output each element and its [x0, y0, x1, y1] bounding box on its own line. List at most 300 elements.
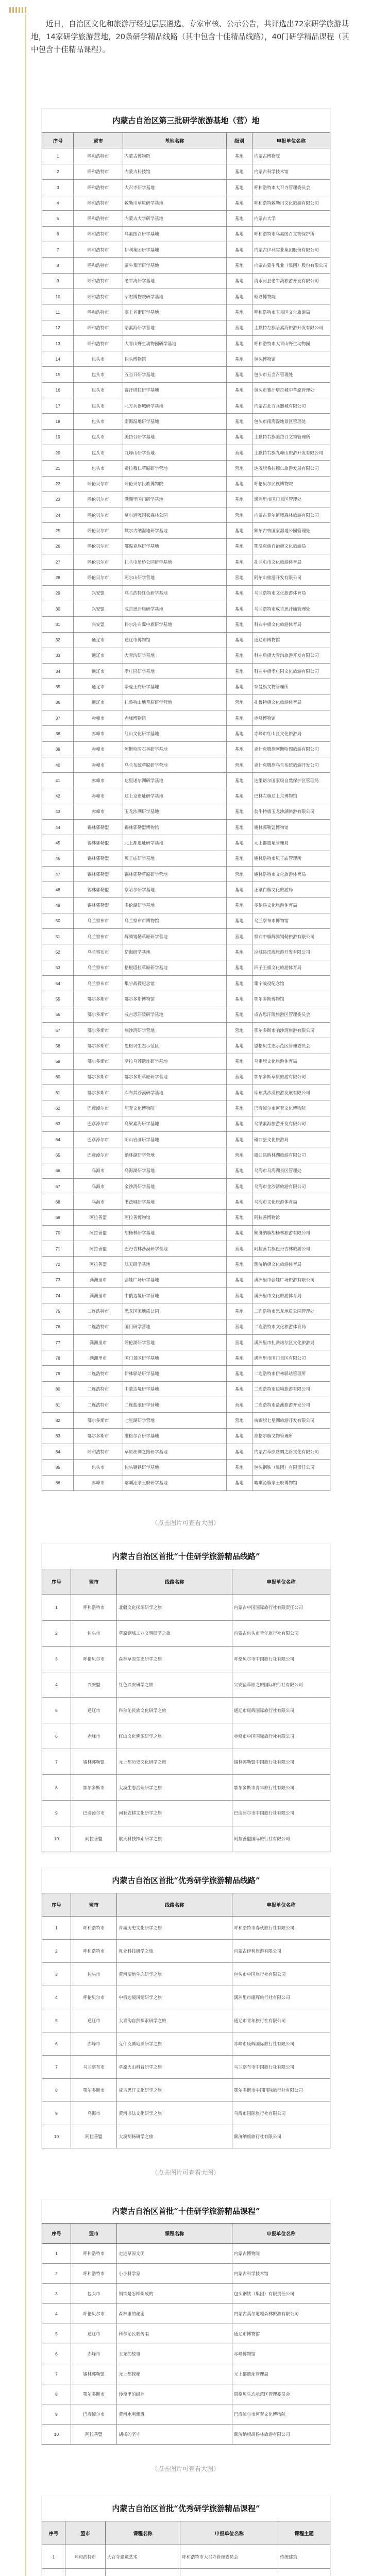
table-row	[42, 1100, 330, 1116]
table-cell: 81	[42, 1397, 74, 1413]
table-cell: 46	[42, 851, 74, 866]
table-row	[42, 523, 330, 538]
table-row	[42, 897, 330, 913]
table-row	[42, 1801, 330, 1826]
table-cell: 呼伦贝尔市	[74, 507, 123, 523]
table-cell: 国门研学营地	[123, 1319, 226, 1334]
table-cell: 元上都遗址管理局	[252, 835, 330, 851]
column-header: 课程主题	[278, 2521, 330, 2545]
table-cell: 蒙牛集团研学基地	[123, 258, 226, 273]
table-cell: 清水河县老牛湾旅游开发有限公司	[252, 273, 330, 289]
table-cell: 包头市	[74, 367, 123, 382]
table-row	[42, 960, 330, 975]
table-cell: 鄂尔多斯市	[71, 2384, 116, 2404]
table-cell: 二连浩特市	[74, 1303, 123, 1319]
table-row	[42, 585, 330, 601]
table-cell: 满洲里市	[74, 1350, 123, 1366]
table-cell: 钢铁是怎样炼成的	[117, 2284, 232, 2304]
table-cell: 科左中旗孝庄园文化旅游有限公司	[252, 664, 330, 679]
table-row	[42, 1413, 330, 1428]
table-row	[42, 1054, 330, 1069]
table-cell: 阿拉善盟	[74, 1241, 123, 1257]
table-cell: 基地	[226, 1303, 252, 1319]
table-cell: 阿拉善盟	[74, 1257, 123, 1272]
table-cell: 35	[42, 679, 74, 694]
table-cell: 6	[42, 226, 74, 242]
table-cell: 34	[42, 664, 74, 679]
table-row	[42, 1132, 330, 1147]
table-cell: 森林草原生态研学之旅	[117, 1646, 232, 1672]
table-cell: 呼和浩特市玉泉区文化旅游局	[252, 304, 330, 320]
table-cell: 鄂温克族自治旗文化旅游局	[252, 538, 330, 554]
table-cell: 锡林浩特市文化旅游体育局	[252, 866, 330, 882]
table-cell: 基地	[226, 1194, 252, 1210]
table-cell: 86	[42, 1475, 74, 1490]
table-cell: 正镶白旗文化旅游局	[252, 882, 330, 897]
table-cell: 60	[42, 1069, 74, 1084]
table-row	[42, 1397, 330, 1413]
table-cell: 阿尔山旅游开发有限公司	[252, 570, 330, 585]
column-header: 盟市	[74, 133, 123, 148]
table-cell: 基地	[226, 1007, 252, 1022]
table-cell: 乌兰浩特红色研学基地	[123, 585, 226, 601]
table-cell: 基地	[226, 882, 252, 897]
table-cell: 呼伦贝尔市	[74, 570, 123, 585]
table-cell: 锡林郭勒盟	[74, 820, 123, 835]
table-cell: 集宁战役纪念馆	[252, 976, 330, 991]
table-cell: 扎兰屯吊桥公园研学基地	[123, 554, 226, 570]
table-row	[42, 976, 330, 991]
table-cell: 呼和浩特市春秋旅行社有限公司	[232, 1917, 330, 1940]
table-cell: 78	[42, 1350, 74, 1366]
table-cell: 赤峰市	[71, 2032, 116, 2056]
table-cell: 额尔古纳湿地研学基地	[123, 523, 226, 538]
column-header: 序号	[42, 2224, 71, 2244]
table-cell: 4	[42, 195, 74, 211]
table-cell: 内蒙古大学研学基地	[123, 211, 226, 226]
table-cell: 85	[42, 1460, 74, 1475]
table-cell: 乌梁素海旅游开发有限公司	[252, 1116, 330, 1131]
table-cell: 库布其沙漠研学基地	[123, 1085, 226, 1100]
column-header: 盟市	[71, 1569, 116, 1595]
table-cell: 79	[42, 1366, 74, 1381]
table-cell: 1	[42, 1917, 71, 1940]
table-cell: 翁牛特旗玉龙沙湖旅游有限公司	[252, 804, 330, 819]
table-cell: 7	[42, 242, 74, 258]
table-cell: 赤峰市	[74, 788, 123, 804]
column-header: 序号	[42, 1569, 71, 1595]
table-cell: 84	[42, 1444, 74, 1459]
table-cell: 南海湿地研学基地	[123, 414, 226, 429]
table-cell: 56	[42, 1007, 74, 1022]
table-cell: 基地	[226, 351, 252, 367]
table-cell: 基地	[226, 851, 252, 866]
table-cell: 昭君博物院	[252, 289, 330, 304]
table-cell: 元上都遗址管理局	[232, 2364, 330, 2384]
table-cell: 套娃广场研学基地	[123, 1272, 226, 1287]
table-cell: 大漠胡杨研学之旅	[117, 2125, 232, 2148]
table-cell: 基地	[226, 382, 252, 398]
table-cell: 呼伦贝尔市	[71, 1986, 116, 2009]
table-cell: 2	[42, 164, 74, 179]
table-cell: 62	[42, 1100, 74, 1116]
table-cell: 恐龙国家地质公园	[123, 1303, 226, 1319]
table-row	[42, 429, 330, 445]
table-cell: 基地	[226, 632, 252, 648]
table-row	[42, 632, 330, 648]
table-cell: 鄂尔多斯市	[74, 1022, 123, 1038]
column-header: 盟市	[71, 2224, 116, 2244]
table-cell: 塞上老街研学基地	[123, 304, 226, 320]
table-cell: 赤峰博物馆	[123, 710, 226, 725]
table-cell: 巴林左旗辽上京博物馆	[252, 788, 330, 804]
table-cell: 满洲里市	[74, 1287, 123, 1303]
table-cell: 赤峰市康辉国际旅行社有限公司	[232, 2032, 330, 2056]
table-cell: 内蒙古莫尔道嘎森林旅游有限公司	[232, 2304, 330, 2324]
table-title: 内蒙古自治区首批“优秀研学旅游精品线路”	[112, 1876, 260, 1885]
table-row	[42, 2009, 330, 2032]
table-cell: 内蒙古科技馆	[123, 164, 226, 179]
table-cell: 基地	[226, 960, 252, 975]
table-cell: 巴彦淖尔市	[74, 1147, 123, 1163]
table-cell: 基地	[226, 492, 252, 507]
table-cell: 基地	[226, 944, 252, 960]
table-cell: 营地	[226, 461, 252, 476]
table-cell: 45	[42, 835, 74, 851]
table-cell: 内蒙古莫尔道嘎森林旅游有限公司	[252, 507, 330, 523]
table-cell: 兴安盟	[74, 601, 123, 616]
table-cell: 北疆文化探源研学之旅	[117, 1595, 232, 1620]
table-cell: 土默特左旗哈素海旅游开发有限公司	[252, 320, 330, 335]
table-cell: 鄂尔多斯市	[74, 1413, 123, 1428]
table-cell: 红山文化研学基地	[123, 726, 226, 741]
table-row	[42, 1620, 330, 1646]
table-cell: 21	[42, 461, 74, 476]
table-cell: 鄂温克族研学基地	[123, 538, 226, 554]
table-cell: 锡林郭勒盟	[74, 882, 123, 897]
table-cell: 基地	[226, 1163, 252, 1178]
table-row	[42, 1775, 330, 1801]
table-cell: 达里诺尔湖研学基地	[123, 773, 226, 788]
table-row	[42, 882, 330, 897]
table-cell: 43	[42, 804, 74, 819]
table-cell: 营地	[226, 757, 252, 772]
table-cell: 基地	[226, 601, 252, 616]
table-cell: 基地	[226, 1116, 252, 1131]
table-cell: 兴安盟	[71, 1672, 116, 1698]
table-cell: 36	[42, 694, 74, 710]
table-cell: 乌海市乌海湖景区管理处	[252, 1163, 330, 1178]
table-cell: 扎兰屯市文化旅游体育局	[252, 554, 330, 570]
table-cell: 鄂尔多斯市响沙湾旅游有限公司	[252, 1022, 330, 1038]
table-row	[42, 944, 330, 960]
table-row	[42, 1917, 330, 1940]
table-cell: 鄂尔多斯市	[74, 1007, 123, 1022]
table-row	[42, 679, 330, 694]
table-row	[42, 2384, 330, 2404]
column-header: 申报单位名称	[252, 133, 330, 148]
table-cell: 呼和浩特市	[71, 1595, 116, 1620]
table-cell: 二连盐池研学营地	[123, 1397, 226, 1413]
table-row	[42, 1241, 330, 1257]
data-table	[42, 1569, 330, 1852]
table-cell: 航天科技探索研学之旅	[117, 1826, 232, 1852]
table-row	[42, 507, 330, 523]
table-cell: 土默特右旗美岱召文物管理所	[252, 429, 330, 445]
table-title: 内蒙古自治区首批“十佳研学旅游精品线路”	[112, 1552, 260, 1561]
table-cell: 大漠生态治理研学之旅	[117, 1775, 232, 1801]
table-cell: 赤峰博物馆	[232, 2344, 330, 2364]
table-cell: 基地	[226, 835, 252, 851]
table-cell: 巴彦淖尔市	[71, 1801, 116, 1826]
table-row	[42, 148, 330, 164]
table-cell: 锡林郭勒盟	[74, 897, 123, 913]
table-cell: 65	[42, 1147, 74, 1163]
table-cell: 红色兴安研学之旅	[117, 1672, 232, 1698]
table-cell: 呼和浩特市	[74, 242, 123, 258]
table-row	[42, 476, 330, 492]
table-cell: 赤峰市	[74, 726, 123, 741]
table-cell: 6	[42, 2032, 71, 2056]
table-cell: 奈曼王府研学基地	[123, 679, 226, 694]
table-cell: 鄂尔多斯市	[71, 2079, 116, 2102]
table-cell: 辉腾锡勒草原研学营地	[123, 929, 226, 944]
table-cell: 基地	[226, 991, 252, 1007]
table-row	[42, 1163, 330, 1178]
table-cell: 基地	[226, 897, 252, 913]
table-cell: 基地	[226, 788, 252, 804]
table-cell: 辽上京遗址研学基地	[123, 788, 226, 804]
table-row	[42, 601, 330, 616]
table-cell: 基地	[226, 429, 252, 445]
table-row	[42, 2364, 330, 2384]
table-cell: 基地	[226, 913, 252, 928]
table-cell: 73	[42, 1272, 74, 1287]
column-header: 申报单位名称	[180, 2521, 278, 2545]
table-row	[42, 554, 330, 570]
table-cell: 巴彦淖尔市	[71, 2404, 116, 2425]
table-cell: 3	[42, 179, 74, 195]
table-cell: 基地	[226, 773, 252, 788]
table-row	[42, 648, 330, 663]
table-cell: 呼和浩特市	[74, 304, 123, 320]
table-cell	[180, 2569, 278, 2576]
table-cell: 基地	[226, 1054, 252, 1069]
table-cell: 巴彦淖尔市河套文化博物院	[252, 1100, 330, 1116]
table-cell: 内蒙古北方兵器城有限公司	[252, 398, 330, 414]
table-cell: 包头博物馆	[252, 351, 330, 367]
table-cell: 巴丹吉林沙漠研学营地	[123, 1241, 226, 1257]
table-cell: 59	[42, 1054, 74, 1069]
table-cell: 呼和浩特市	[74, 273, 123, 289]
table-cell: 赤峰市	[74, 1475, 123, 1490]
table-cell: 基地	[226, 1210, 252, 1225]
table-row	[42, 726, 330, 741]
table-row	[42, 664, 330, 679]
table-cell: 喀喇沁旗亲王府博物馆	[252, 1475, 330, 1490]
table-cell: 赤峰市	[74, 773, 123, 788]
table-cell: 乌海市	[74, 1178, 123, 1194]
table-cell: 呼和浩特市	[74, 211, 123, 226]
table-row	[42, 1428, 330, 1444]
table-cell: 基地	[226, 804, 252, 819]
table-cell: 13	[42, 335, 74, 351]
table-cell: 中俄边境研学营地	[123, 1287, 226, 1303]
table-cell: 54	[42, 976, 74, 991]
table-cell: 营地	[226, 1334, 252, 1350]
table-cell: 额济纳旗旅行社有限公司	[232, 2125, 330, 2148]
table-cell: 基地	[226, 476, 252, 492]
table-cell: 呼和浩特市	[74, 148, 123, 164]
table-cell: 阿拉善盟	[71, 2125, 116, 2148]
table-row	[42, 1334, 330, 1350]
table-cell: 鄂尔多斯市	[74, 1428, 123, 1444]
table-cell: 额济纳旗文化旅游体育局	[252, 1257, 330, 1272]
table-cell: 通辽市	[74, 648, 123, 663]
table-cell: 阿拉善盟	[71, 2425, 116, 2445]
table-cell: 赤峰市	[74, 710, 123, 725]
table-cell: 基地	[226, 289, 252, 304]
table-cell: 乌兰浩特市成吉思汗庙管理处	[252, 601, 330, 616]
table-cell: 满洲里市扎赉诺尔区文化旅游局	[252, 1334, 330, 1350]
table-sheet	[41, 1544, 331, 1853]
table-cell: 9	[42, 1801, 71, 1826]
table-cell: 通辽市博物馆	[232, 2324, 330, 2344]
table-cell: 科尔沁民歌传唱	[117, 2324, 232, 2344]
table-cell: 大青山野生动物园研学基地	[123, 335, 226, 351]
table-cell: 基地	[226, 226, 252, 242]
table-cell: 37	[42, 710, 74, 725]
table-cell: 北方兵器城研学基地	[123, 398, 226, 414]
table-cell: 基地	[226, 1428, 252, 1444]
table-cell: 基地	[226, 585, 252, 601]
column-header: 课程名称	[105, 2521, 180, 2545]
table-cell: 科尔沁右翼中旗研学基地	[123, 617, 226, 632]
table-row	[42, 788, 330, 804]
table-cell: 九峰山研学营地	[123, 445, 226, 460]
table-cell: 38	[42, 726, 74, 741]
table-row	[42, 445, 330, 460]
table-cell: 赤峰市	[74, 741, 123, 757]
table-cell: 6	[42, 2344, 71, 2364]
table-cell: 鄂尔多斯市中国国际旅行社有限公司	[232, 2079, 330, 2102]
table-row	[42, 2545, 330, 2569]
table-row	[42, 2264, 330, 2284]
table-cell: 乌海市	[71, 2102, 116, 2125]
table-row	[42, 461, 330, 476]
table-cell: 基地	[226, 664, 252, 679]
table-cell: 71	[42, 1241, 74, 1257]
table-cell: 阿斯哈图石林研学基地	[123, 741, 226, 757]
table-cell: 包头博物馆	[123, 351, 226, 367]
table-cell: 阴山岩画研学基地	[123, 1132, 226, 1147]
table-row	[42, 2404, 330, 2425]
table-cell: 基地	[226, 1460, 252, 1475]
table-cell: 23	[42, 492, 74, 507]
table-cell: 二连浩特市文化旅游体育局	[252, 1319, 330, 1334]
table-cell: 内蒙古伊利实业集团股份有限公司	[252, 242, 330, 258]
table-cell: 阿拉善盟国际旅行社有限公司	[232, 1826, 330, 1852]
table-cell: 基地	[226, 398, 252, 414]
table-cell: 阿拉善右旗巴丹吉林旅游公司	[252, 1241, 330, 1257]
table-cell: 喀喇沁亲王府研学基地	[123, 1475, 226, 1490]
table-cell: 成吉思汗陵旅游区管理委员会	[252, 1007, 330, 1022]
table-row	[42, 351, 330, 367]
table-cell: 萨拉乌苏遗址研学基地	[123, 1054, 226, 1069]
table-row	[42, 2125, 330, 2148]
table-cell: 基地	[226, 273, 252, 289]
table-cell: 内蒙古伊利旅游有限公司	[232, 1940, 330, 1963]
table-row	[42, 710, 330, 725]
table-cell: 呼和浩特市	[74, 179, 123, 195]
table-cell: 基地	[226, 1178, 252, 1194]
table-cell: 包头市赛汗塔拉城中草原管理处	[252, 382, 330, 398]
table-cell: 8	[42, 258, 74, 273]
table-cell: 呼伦湖研学营地	[123, 1334, 226, 1350]
top-decoration	[9, 7, 26, 13]
table-cell: 营地	[226, 570, 252, 585]
table-cell: 8	[42, 2079, 71, 2102]
table-row	[42, 1085, 330, 1100]
table-sheet	[41, 1868, 331, 2149]
table-cell: 森林里的秘密	[117, 2304, 232, 2324]
table-cell: 5	[42, 211, 74, 226]
table-cell: 基地	[226, 679, 252, 694]
column-header: 线路名称	[117, 1569, 232, 1595]
table-cell: 呼和浩特市	[71, 1940, 116, 1963]
table-cell: 7	[42, 2364, 71, 2384]
table-row	[42, 1350, 330, 1366]
table-cell: 赤峰市	[74, 757, 123, 772]
table-cell: 63	[42, 1116, 74, 1131]
table-cell: 内蒙古科学技术馆	[252, 164, 330, 179]
table-row	[42, 1225, 330, 1241]
table-cell: 呼伦贝尔市	[71, 1646, 116, 1672]
table-cell: 磴口县文化旅游局	[252, 1132, 330, 1147]
table-cell: 5	[42, 2009, 71, 2032]
table-row	[42, 2244, 330, 2264]
table-cell: 科左后旗大青沟旅游开发有限公司	[252, 648, 330, 663]
table-row	[42, 538, 330, 554]
table-row	[42, 2324, 330, 2344]
table-cell: 呼和浩特市	[74, 1444, 123, 1459]
table-cell: 二连浩特市恐龙地质公园管理处	[252, 1303, 330, 1319]
table-cell: 河套文化博物院	[123, 1100, 226, 1116]
table-cell: 鄂尔多斯市	[74, 991, 123, 1007]
table-cell: 乌兰察布市博物馆	[252, 913, 330, 928]
table-row	[42, 492, 330, 507]
table-cell: 乌海市文化旅游体育局	[252, 1194, 330, 1210]
table-cell: 胡杨林研学基地	[123, 1225, 226, 1241]
data-table	[42, 2521, 330, 2576]
table-cell: 基地	[226, 1132, 252, 1147]
table-cell: 呼伦贝尔市	[74, 538, 123, 554]
table-cell: 包头钢铁研学基地	[123, 1460, 226, 1475]
table-cell: 集宁战役纪念馆	[123, 976, 226, 991]
table-cell: 满洲里市国门景区有限公司	[252, 1350, 330, 1366]
table-cell: 乌海市国际旅行社有限公司	[232, 2102, 330, 2125]
table-cell: 中蒙边境研学基地	[123, 1381, 226, 1397]
table-row	[42, 1303, 330, 1319]
table-cell: 基地	[226, 1085, 252, 1100]
table-cell: 额尔古纳国家湿地公园管理处	[252, 523, 330, 538]
table-cell: 乌兰察布市	[71, 2056, 116, 2079]
table-cell: 敕勒川草原研学基地	[123, 195, 226, 211]
table-cell: 通辽市	[71, 2009, 116, 2032]
table-cell: 3	[42, 1646, 71, 1672]
table-row	[42, 1646, 330, 1672]
table-cell: 哈素海研学营地	[123, 320, 226, 335]
